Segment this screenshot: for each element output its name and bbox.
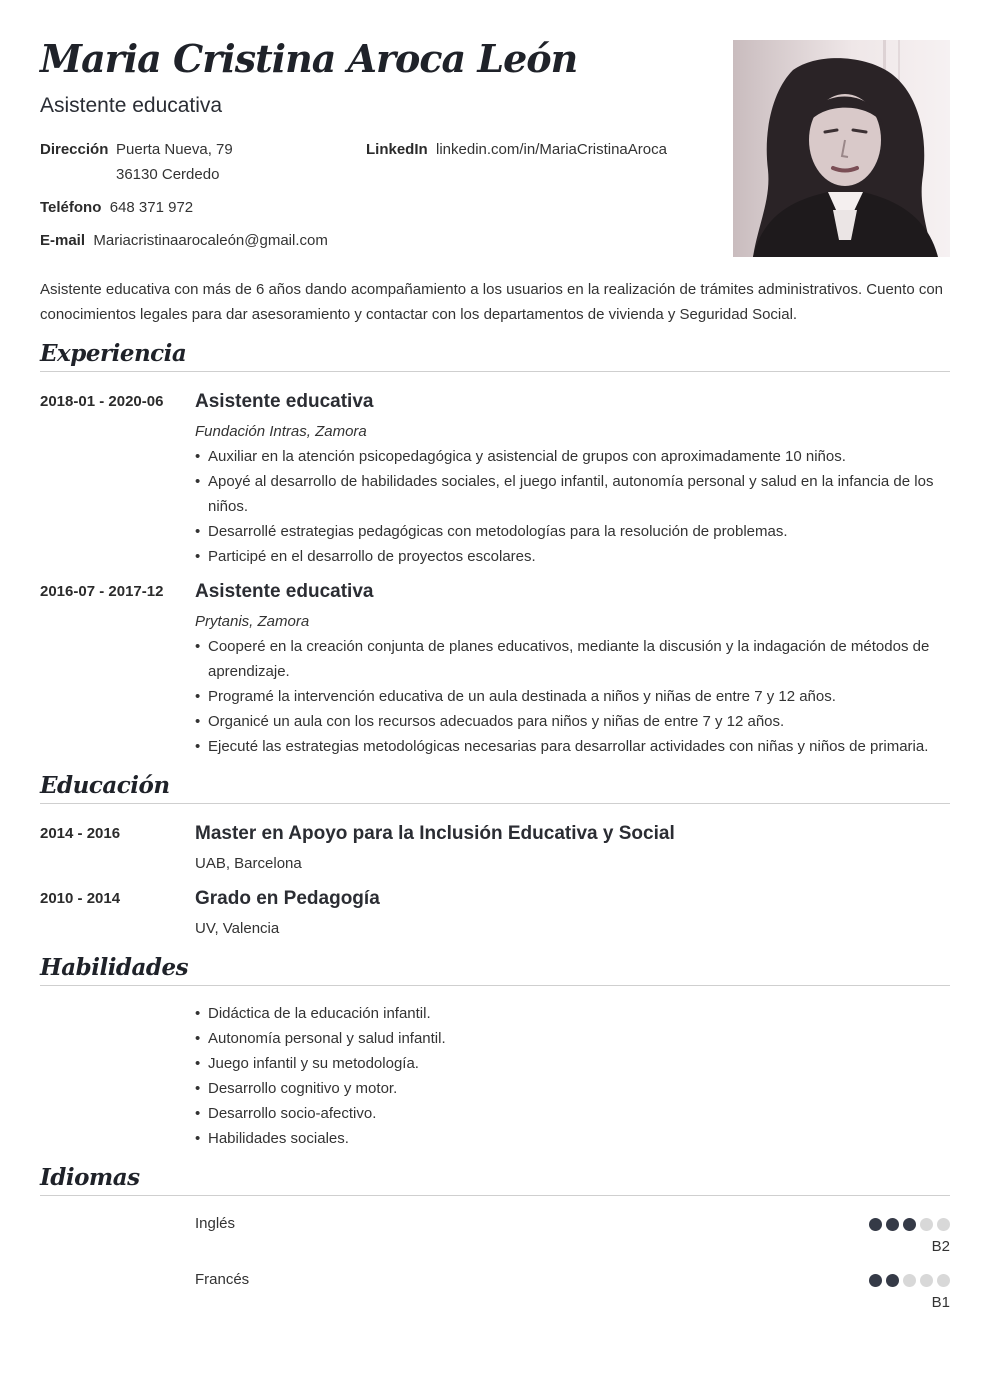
bullet-item: • Organicé un aula con los recursos adecuados para niños y niñas de entre 7 y 12 años.	[195, 709, 950, 734]
rating-dot-filled	[886, 1218, 899, 1231]
entry-bullets	[195, 634, 950, 759]
rating-dot-empty	[920, 1274, 933, 1287]
bullet-item: • Auxiliar en la atención psicopedagógica y asistencial de grupos con aproximadamente 10 niños.	[195, 444, 950, 469]
language-name: Francés	[195, 1271, 250, 1288]
rating-dot-empty	[920, 1218, 933, 1231]
section-heading-skills: Habilidades	[40, 954, 950, 986]
language-entry	[195, 1269, 950, 1319]
section-heading-languages: Idiomas	[40, 1164, 950, 1196]
skills-list	[195, 1001, 950, 1151]
portrait-image	[733, 40, 950, 257]
rating-dot-empty	[937, 1274, 950, 1287]
email-link[interactable]: Mariacristinaarocaleón@gmail.com	[93, 232, 328, 249]
entry-degree: Grado en Pedagogía	[195, 888, 380, 909]
rating-dot-filled	[903, 1218, 916, 1231]
linkedin-link[interactable]: linkedin.com/in/MariaCristinaAroca	[436, 141, 667, 158]
entry-date: 2010 - 2014	[40, 890, 121, 907]
phone-label: Teléfono	[40, 199, 102, 216]
contact-email	[40, 228, 328, 253]
profile-summary: Asistente educativa con más de 6 años dando acompañamiento a los usuarios en la realización de trámites administrativos. Cuento con conocimientos legales para dar asesoramiento y contactar con los departamentos de vivienda y Seguridad Social.	[40, 281, 944, 323]
language-level: B1	[931, 1294, 950, 1311]
bullet-item: • Ejecuté las estrategias metodológicas necesarias para desarrollar actividades con niñas y niños de primaria.	[195, 734, 950, 759]
language-name: Inglés	[195, 1215, 236, 1232]
entry-bullets	[195, 444, 950, 569]
contact-linkedin	[366, 137, 667, 162]
contact-phone	[40, 195, 193, 220]
skill-item: • Didáctica de la educación infantil.	[195, 1001, 950, 1026]
profile-photo	[733, 40, 950, 257]
candidate-name: Maria Cristina Aroca León	[40, 36, 578, 81]
phone-value: 648 371 972	[109, 199, 194, 216]
entry-date: 2018-01 - 2020-06	[40, 393, 164, 410]
entry-date: 2014 - 2016	[40, 825, 121, 842]
bullet-item: • Cooperé en la creación conjunta de planes educativos, mediante la discusión y la indagación de métodos de aprendizaje.	[195, 634, 950, 684]
email-label: E-mail	[40, 232, 86, 249]
address-label: Dirección	[40, 141, 109, 158]
skill-item: • Desarrollo cognitivo y motor.	[195, 1076, 950, 1101]
bullet-item: • Apoyé al desarrollo de habilidades sociales, el juego infantil, autonomía personal y salud en la infancia de los niños.	[195, 469, 950, 519]
language-level: B2	[931, 1238, 950, 1255]
bullet-item: • Participé en el desarrollo de proyectos escolares.	[195, 544, 950, 569]
skill-item: • Autonomía personal y salud infantil.	[195, 1026, 950, 1051]
entry-role: Asistente educativa	[195, 581, 374, 602]
skill-item: • Habilidades sociales.	[195, 1126, 950, 1151]
skill-item: • Juego infantil y su metodología.	[195, 1051, 950, 1076]
address-line-2: 36130 Cerdedo	[116, 166, 220, 183]
rating-dot-empty	[937, 1218, 950, 1231]
entry-organization: Prytanis, Zamora	[195, 613, 310, 630]
entry-institution: UAB, Barcelona	[195, 855, 302, 872]
language-entry	[195, 1213, 950, 1263]
entry-institution: UV, Valencia	[195, 920, 280, 937]
bullet-item: • Desarrollé estrategias pedagógicas con metodologías para la resolución de problemas.	[195, 519, 950, 544]
address-line-1: Puerta Nueva, 79	[116, 141, 233, 158]
contact-address	[40, 137, 233, 183]
language-rating	[865, 1274, 950, 1287]
skill-item: • Desarrollo socio-afectivo.	[195, 1101, 950, 1126]
entry-degree: Master en Apoyo para la Inclusión Educativa y Social	[195, 823, 675, 844]
entry-organization: Fundación Intras, Zamora	[195, 423, 367, 440]
bullet-item: • Programé la intervención educativa de un aula destinada a niños y niñas de entre 7 y 12 años.	[195, 684, 950, 709]
linkedin-label: LinkedIn	[366, 141, 428, 158]
section-heading-education: Educación	[40, 772, 950, 804]
entry-role: Asistente educativa	[195, 391, 374, 412]
rating-dot-filled	[869, 1274, 882, 1287]
rating-dot-filled	[886, 1274, 899, 1287]
candidate-title: Asistente educativa	[40, 94, 223, 117]
entry-date: 2016-07 - 2017-12	[40, 583, 164, 600]
language-rating	[865, 1218, 950, 1231]
rating-dot-empty	[903, 1274, 916, 1287]
section-heading-experience: Experiencia	[40, 340, 950, 372]
rating-dot-filled	[869, 1218, 882, 1231]
